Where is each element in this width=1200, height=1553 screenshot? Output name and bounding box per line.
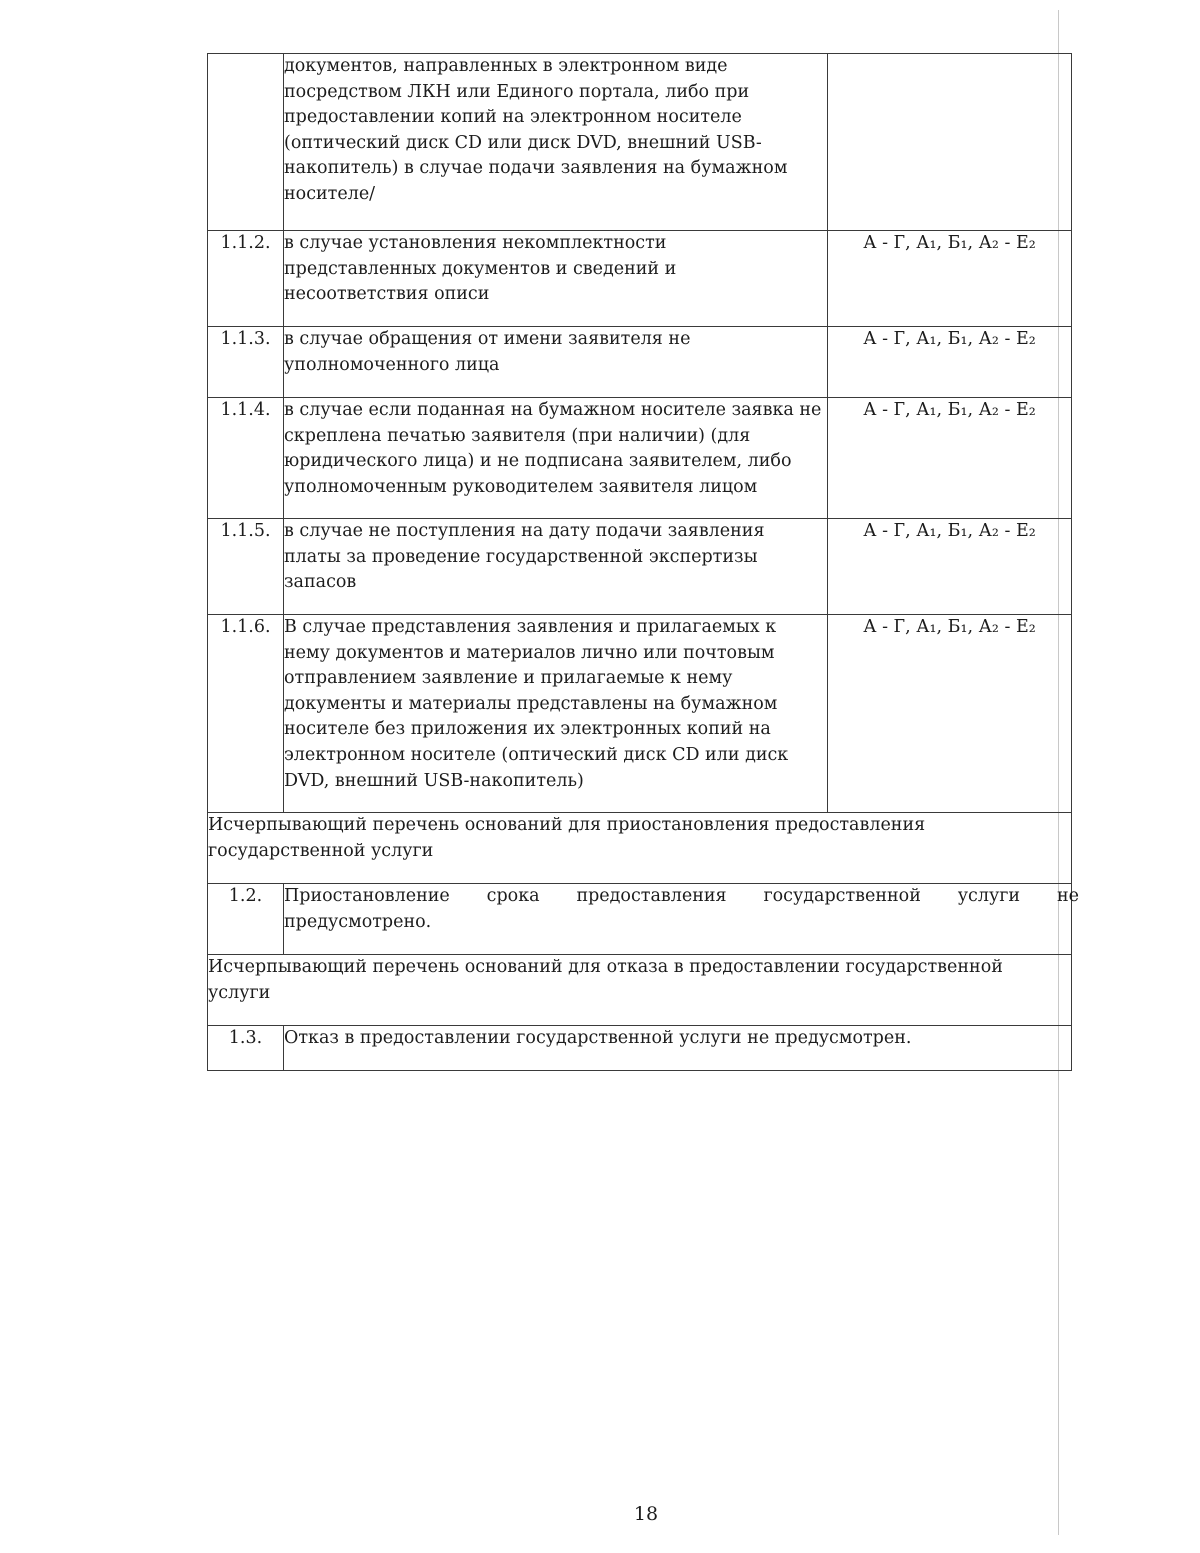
row-text-cell <box>284 519 828 615</box>
section-heading-row <box>208 955 1072 1026</box>
word: государственной <box>763 886 921 906</box>
text-line: уполномоченного лица <box>284 354 500 375</box>
row-code-cell: А - Г, А₁, Б₁, А₂ - Е₂ <box>828 398 1072 519</box>
word: не <box>1056 886 1079 906</box>
text-line: скреплена печатью заявителя (при наличии) (для <box>284 425 751 446</box>
table-row <box>208 398 1072 519</box>
text-line: DVD, внешний USB-накопитель) <box>284 770 584 791</box>
text-line: запасов <box>284 572 357 593</box>
row-text-cell <box>284 327 828 398</box>
row-text-cell <box>284 54 828 231</box>
text-line: услуги <box>208 982 271 1003</box>
table-row <box>208 1026 1072 1071</box>
row-code-cell <box>828 54 1072 231</box>
text-line: Отказ в предоставлении государственной услуги не предусмотрен. <box>284 1028 912 1048</box>
table-row <box>208 327 1072 398</box>
row-text-cell <box>284 1026 1072 1071</box>
text-line: документов, направленных в электронном виде <box>284 56 728 76</box>
word: услуги <box>957 886 1021 906</box>
row-number-cell: 1.1.5. <box>208 519 284 615</box>
text-line: (оптический диск CD или диск DVD, внешний USB- <box>284 132 762 153</box>
row-number-cell: 1.1.6. <box>208 615 284 813</box>
text-line: платы за проведение государственной экспертизы <box>284 546 758 567</box>
text-line: предусмотрено. <box>284 911 432 932</box>
text-line: нему документов и материалов лично или почтовым <box>284 642 775 663</box>
text-line: в случае установления некомплектности <box>284 233 667 253</box>
text-line: предоставлении копий на электронном носителе <box>284 107 742 128</box>
text-line: юридического лица) и не подписана заявителем, либо <box>284 451 792 472</box>
table-row <box>208 884 1072 955</box>
text-line: уполномоченным руководителем заявителя лицом <box>284 476 758 497</box>
text-line: носителе/ <box>284 183 376 204</box>
table-row <box>208 519 1072 615</box>
text-line: в случае не поступления на дату подачи заявления <box>284 521 765 541</box>
word: срока <box>486 886 540 906</box>
table-row <box>208 231 1072 327</box>
text-line: В случае представления заявления и прилагаемых к <box>284 617 777 637</box>
section-heading-suspension <box>208 813 1072 884</box>
text-line: несоответствия описи <box>284 284 490 305</box>
table-row <box>208 54 1072 231</box>
row-text-cell <box>284 231 828 327</box>
text-line: представленных документов и сведений и <box>284 258 677 279</box>
text-line: Исчерпывающий перечень оснований для отказа в предоставлении государственной <box>208 957 1003 977</box>
row-number-cell <box>208 54 284 231</box>
text-line: отправлением заявление и прилагаемые к нему <box>284 668 733 689</box>
row-code-cell: А - Г, А₁, Б₁, А₂ - Е₂ <box>828 231 1072 327</box>
text-line: накопитель) в случае подачи заявления на бумажном <box>284 158 788 179</box>
row-number-cell: 1.3. <box>208 1026 284 1071</box>
page-number: 18 <box>633 1503 659 1525</box>
row-code-cell: А - Г, А₁, Б₁, А₂ - Е₂ <box>828 519 1072 615</box>
text-line: носителе без приложения их электронных копий на <box>284 719 771 740</box>
row-text-cell <box>284 884 1079 955</box>
row-number-cell: 1.1.4. <box>208 398 284 519</box>
row-text-cell <box>284 398 828 519</box>
section-heading-refusal <box>208 955 1072 1026</box>
grounds-table <box>207 53 1079 1071</box>
section-heading-row <box>208 813 1072 884</box>
text-line: в случае если поданная на бумажном носителе заявка не <box>284 400 822 420</box>
text-line: посредством ЛКН или Единого портала, либо при <box>284 81 750 102</box>
table-row <box>208 615 1072 813</box>
row-code-cell: А - Г, А₁, Б₁, А₂ - Е₂ <box>828 327 1072 398</box>
justified-text-line <box>284 884 1079 910</box>
row-number-cell: 1.1.3. <box>208 327 284 398</box>
text-line: государственной услуги <box>208 840 434 861</box>
text-line: в случае обращения от имени заявителя не <box>284 329 691 349</box>
word: предоставления <box>576 886 727 906</box>
row-number-cell: 1.1.2. <box>208 231 284 327</box>
word: Приостановление <box>284 886 450 906</box>
text-line: документы и материалы представлены на бумажном <box>284 693 778 714</box>
text-line: электронном носителе (оптический диск CD или диск <box>284 744 789 765</box>
row-number-cell: 1.2. <box>208 884 284 955</box>
text-line: Исчерпывающий перечень оснований для приостановления предоставления <box>208 815 926 835</box>
row-code-cell: А - Г, А₁, Б₁, А₂ - Е₂ <box>828 615 1072 813</box>
row-text-cell <box>284 615 828 813</box>
